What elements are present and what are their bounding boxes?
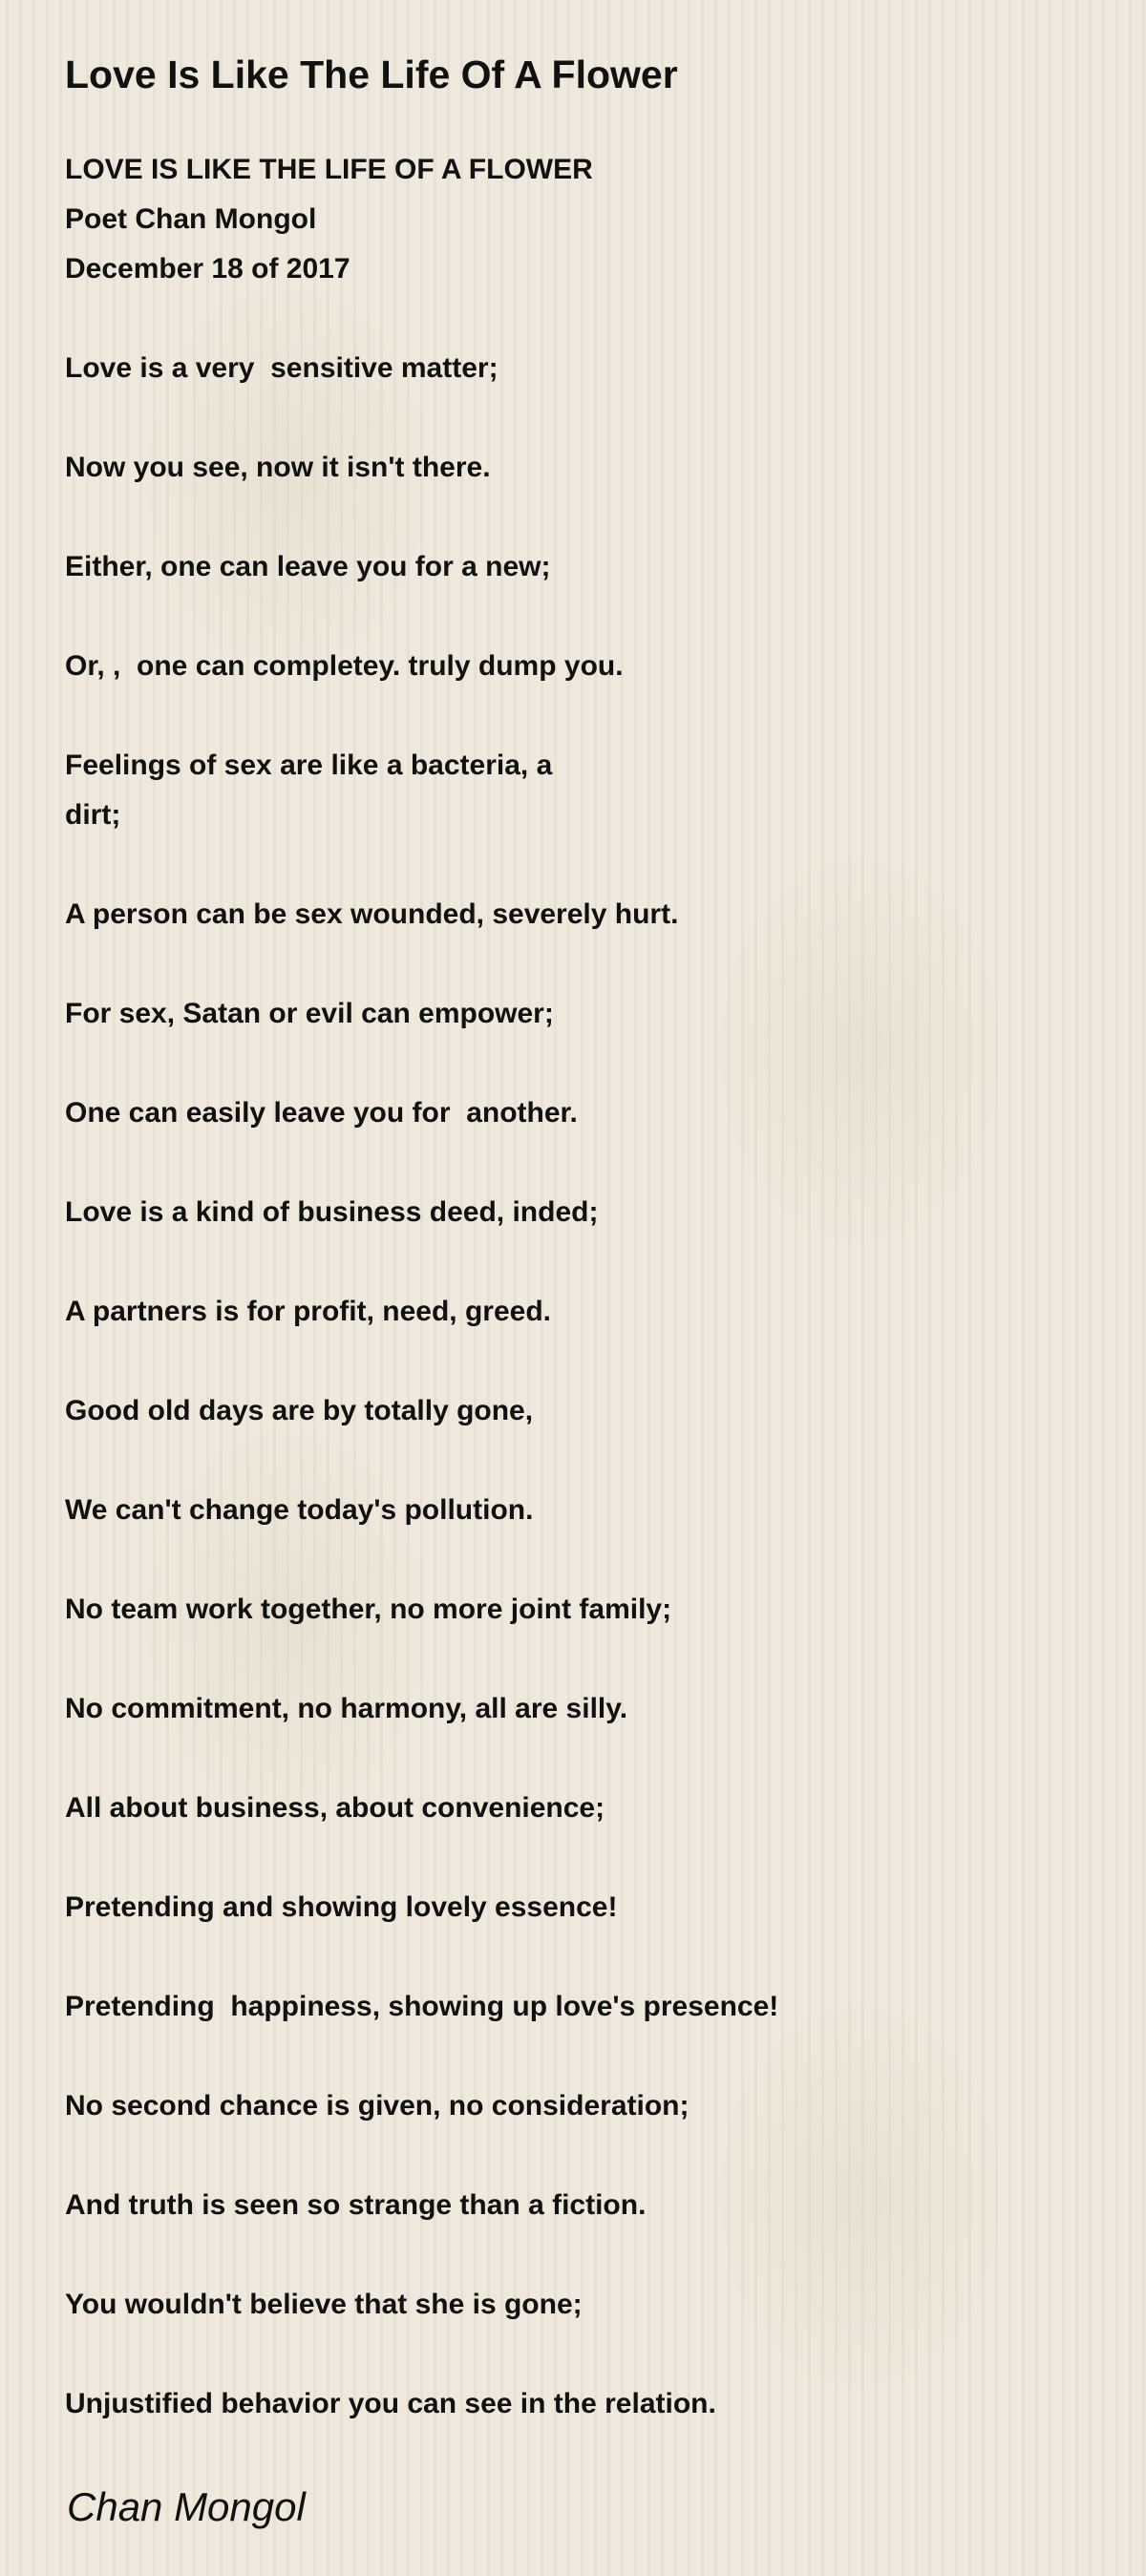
poem-line: One can easily leave you for another.: [65, 1097, 578, 1129]
stanza-gap: [65, 1039, 1096, 1088]
stanza-gap: [65, 1833, 1096, 1883]
poem-line: We can't change today's pollution.: [65, 1494, 534, 1526]
stanza-gap: [65, 2330, 1096, 2379]
poem-body: [65, 145, 1096, 2429]
stanza-gap: [65, 493, 1096, 542]
author-signature: Chan Mongol: [67, 2484, 306, 2529]
poem-title: Love Is Like The Life Of A Flower: [65, 53, 678, 96]
poem-line: A partners is for profit, need, greed.: [65, 1296, 551, 1327]
poem-line: Love is a very sensitive matter;: [65, 352, 499, 384]
poem-line: Pretending and showing lovely essence!: [65, 1891, 618, 1923]
stanza-gap: [65, 1535, 1096, 1585]
stanza-gap: [65, 1635, 1096, 1684]
stanza-gap: [65, 1237, 1096, 1287]
poem-line: Either, one can leave you for a new;: [65, 551, 551, 582]
poem-heading-line: LOVE IS LIKE THE LIFE OF A FLOWER: [65, 154, 593, 185]
stanza-gap: [65, 1734, 1096, 1784]
stanza-gap: [65, 691, 1096, 741]
poem-line: Good old days are by totally gone,: [65, 1395, 534, 1426]
stanza-gap: [65, 2131, 1096, 2181]
poem-line: Unjustified behavior you can see in the relation.: [65, 2388, 716, 2419]
stanza-gap: [65, 840, 1096, 890]
poem-line: A person can be sex wounded, severely hurt.: [65, 898, 679, 930]
poet-line: Poet Chan Mongol: [65, 203, 317, 235]
stanza-gap: [65, 2032, 1096, 2081]
poem-line: dirt;: [65, 799, 121, 831]
poem-line: Pretending happiness, showing up love's presence!: [65, 1991, 779, 2022]
poem-line: And truth is seen so strange than a fiction.: [65, 2189, 647, 2221]
stanza-gap: [65, 1932, 1096, 1982]
stanza-gap: [65, 294, 1096, 344]
stanza-gap: [65, 1337, 1096, 1386]
stanza-gap: [65, 592, 1096, 642]
poem-line: For sex, Satan or evil can empower;: [65, 998, 554, 1029]
poem-line: No team work together, no more joint family;: [65, 1594, 672, 1625]
poem-line: All about business, about convenience;: [65, 1792, 605, 1824]
poem-line: Or, , one can completey. truly dump you.: [65, 650, 624, 682]
stanza-gap: [65, 1138, 1096, 1188]
poem-line: You wouldn't believe that she is gone;: [65, 2289, 583, 2320]
poem-line: No second chance is given, no consideration;: [65, 2090, 690, 2122]
poem-line: No commitment, no harmony, all are silly.: [65, 1693, 628, 1724]
stanza-gap: [65, 2230, 1096, 2280]
poem-line: Now you see, now it isn't there.: [65, 452, 491, 483]
stanza-gap: [65, 1436, 1096, 1486]
poem-line: Feelings of sex are like a bacteria, a: [65, 750, 553, 781]
stanza-gap: [65, 940, 1096, 989]
date-line: December 18 of 2017: [65, 253, 350, 285]
stanza-gap: [65, 393, 1096, 443]
poem-line: Love is a kind of business deed, inded;: [65, 1196, 599, 1228]
